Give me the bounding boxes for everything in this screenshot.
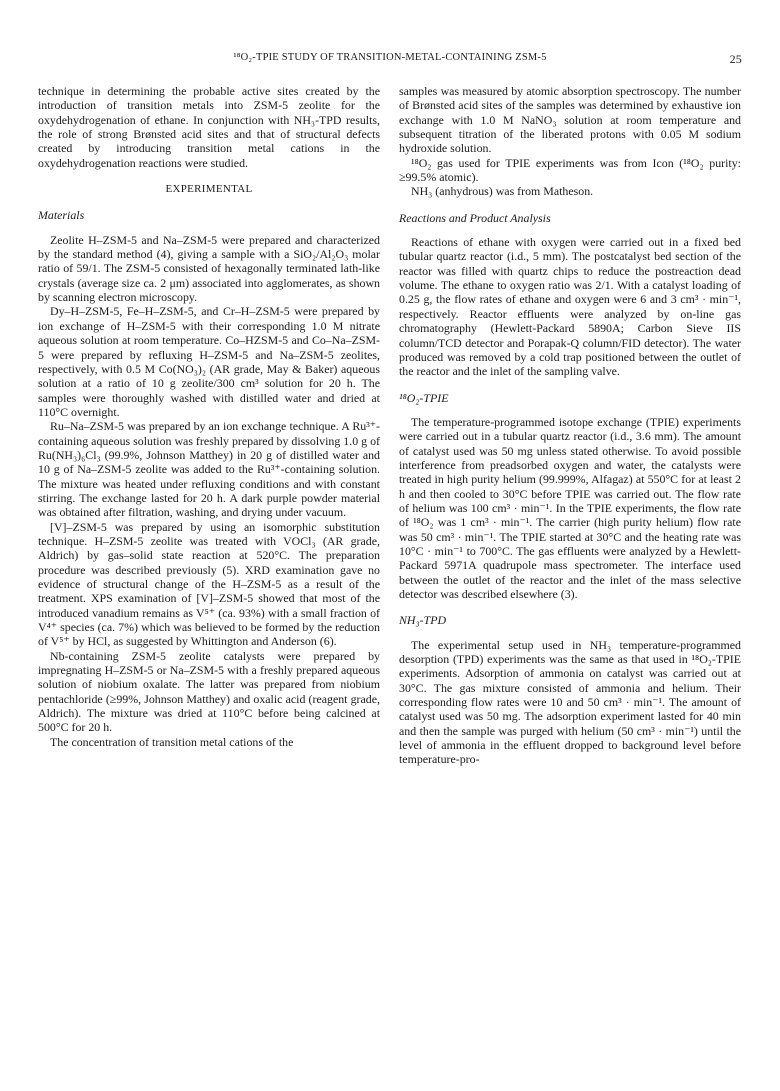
subheading-materials: Materials <box>38 208 85 223</box>
paragraph: Dy–H–ZSM-5, Fe–H–ZSM-5, and Cr–H–ZSM-5 were prepared by ion exchange of H–ZSM-5 with their corresponding 1.0 M nitrate aqueous solution at room temperature. Co–HZSM-5 and Co–Na–ZSM-5 were prepared by refluxing H–ZSM-5 and Na–ZSM-5 zeolites, respectively, with 0.5 M Co(NO₃)₂ (AR grade, May & Baker) aqueous solution at a ratio of 10 g zeolite/300 cm³ solution for 20 h. The samples were thoroughly washed with distilled water and dried at 110°C overnight. <box>38 304 380 419</box>
paragraph: [V]–ZSM-5 was prepared by using an isomorphic substitution technique. H–ZSM-5 zeolite was treated with VOCl₃ (AR grade, Aldrich) by gas–solid state reaction at 520°C. The preparation procedure was described previously (5). XRD examination gave no evidence of structural change of the H–ZSM-5 as a result of the treatment. XPS examination of [V]–ZSM-5 showed that most of the introduced vanadium remains as V⁵⁺ (ca. 93%) with a small fraction of V⁴⁺ species (ca. 7%) which was believed to be formed by the reduction of V⁵⁺ by HCl, as suggested by Whittington and Anderson (6). <box>38 519 380 649</box>
paragraph: samples was measured by atomic absorption spectroscopy. The number of Brønsted acid sites of the samples was determined by exhaustive ion exchange with 1.0 M NaNO₃ solution at room temperature and subsequent titration of the liberated protons with 0.05 M sodium hydroxide solution. <box>399 84 741 156</box>
paragraph: Ru–Na–ZSM-5 was prepared by an ion exchange technique. A Ru³⁺-containing aqueous solution was freshly prepared by dissolving 1.0 g of Ru(NH₃)₆Cl₃ (99.9%, Johnson Matthey) in 20 g of distilled water and 10 g of Na–ZSM-5 zeolite was added to the Ru³⁺-containing solution. The mixture was heated under refluxing conditions and with constant stirring. The exchange lasted for 20 h. A dark purple powder material was obtained after filtration, washing, and drying under vacuum. <box>38 419 380 520</box>
paragraph: Zeolite H–ZSM-5 and Na–ZSM-5 were prepared and characterized by the standard method (4), giving a sample with a SiO₂/Al₂O₃ molar ratio of 59/1. The ZSM-5 consisted of hexagonally terminated lath-like crystals (average size ca. 2 μm) associated into agglomerates, as shown by scanning electron microscopy. <box>38 232 380 305</box>
subheading-reactions: Reactions and Product Analysis <box>399 210 551 225</box>
running-head-title: ¹⁸O₂-TPIE STUDY OF TRANSITION-METAL-CONTAINING ZSM-5 <box>233 52 547 63</box>
page-number: 25 <box>729 52 742 66</box>
paragraph: The concentration of transition metal cations of the <box>50 734 294 749</box>
paragraph: Nb-containing ZSM-5 zeolite catalysts were prepared by impregnating H–ZSM-5 or Na–ZSM-5 with a freshly prepared aqueous solution of niobium oxalate. The latter was prepared from niobium pentachloride (≥99%, Johnson Matthey) and oxalic acid (reagent grade, Aldrich). The mixture was dried at 110°C before being calcined at 500°C for 20 h. <box>38 648 380 735</box>
subheading-tpie: ¹⁸O₂-TPIE <box>399 390 449 405</box>
paragraph: ¹⁸O₂ gas used for TPIE experiments was from Icon (¹⁸O₂ purity: ≥99.5% atomic). <box>399 155 741 185</box>
paragraph: NH₃ (anhydrous) was from Matheson. <box>411 184 594 199</box>
section-heading-experimental: EXPERIMENTAL <box>165 183 253 196</box>
paragraph: Reactions of ethane with oxygen were carried out in a fixed bed tubular quartz reactor (i.d., 5 mm). The postcatalyst bed section of the reactor was filled with quartz chips to reduce the postreaction dead volume. The ethane to oxygen ratio was 2/1. With a catalyst loading of 0.25 g, the flow rates of ethane and oxygen were 6 and 3 cm³ · min⁻¹, respectively. Reactor effluents were analyzed by on-line gas chromatography (Hewlett-Packard 5890A; Carbon Sieve IIS column/TCD detector and Porapak-Q column/FID detector). The water produced was removed by a cold trap positioned between the outlet of the reactor and the inlet of the sampling valve. <box>399 235 741 379</box>
subheading-nh3-tpd: NH₃-TPD <box>399 613 447 628</box>
paragraph: The experimental setup used in NH₃ temperature-programmed desorption (TPD) experiments was the same as that used in ¹⁸O₂-TPIE experiments. Adsorption of ammonia on catalyst was carried out at 30°C. The gas mixture consisted of ammonia and helium. Their corresponding flow rates were 10 and 50 cm³ · min⁻¹. The amount of catalyst used was 50 mg. The adsorption experiment lasted for 40 min and then the sample was purged with helium (50 cm³ · min⁻¹) until the level of ammonia in the effluent dropped to background level before temperature-pro- <box>399 637 741 767</box>
intro-paragraph: technique in determining the probable active sites created by the introduction of transition metals into ZSM-5 zeolite for the oxydehydrogenation of ethane. In conjunction with NH₃-TPD results, the role of strong Brønsted acid sites and that of structural defects created by introducing transition metal cations in the oxydehydrogenation reactions were studied. <box>38 84 380 170</box>
running-head <box>38 52 742 68</box>
left-column <box>38 84 380 749</box>
right-column <box>399 84 741 767</box>
paragraph: The temperature-programmed isotope exchange (TPIE) experiments were carried out in a tubular quartz reactor (i.d., 3.6 mm). The amount of catalyst used was 50 mg unless stated otherwise. To avoid possible interference from preadsorbed oxygen and water, the catalysts were treated in high purity helium (99.999%, Alfagaz) at 550°C for at least 2 h and then cooled to 30°C before TPIE was carried out. The flow rate of helium was 100 cm³ · min⁻¹. In the TPIE experiments, the flow rate of ¹⁸O₂ was 1 cm³ · min⁻¹. The carrier (high purity helium) flow rate was 50 cm³ · min⁻¹. The TPIE started at 30°C and the heating rate was 10°C · min⁻¹ to 700°C. The gas effluents were analyzed by a Hewlett-Packard 5971A quadrupole mass spectrometer. The interface used between the outlet of the reactor and the inlet of the mass selective detector was described elsewhere (3). <box>399 414 741 601</box>
